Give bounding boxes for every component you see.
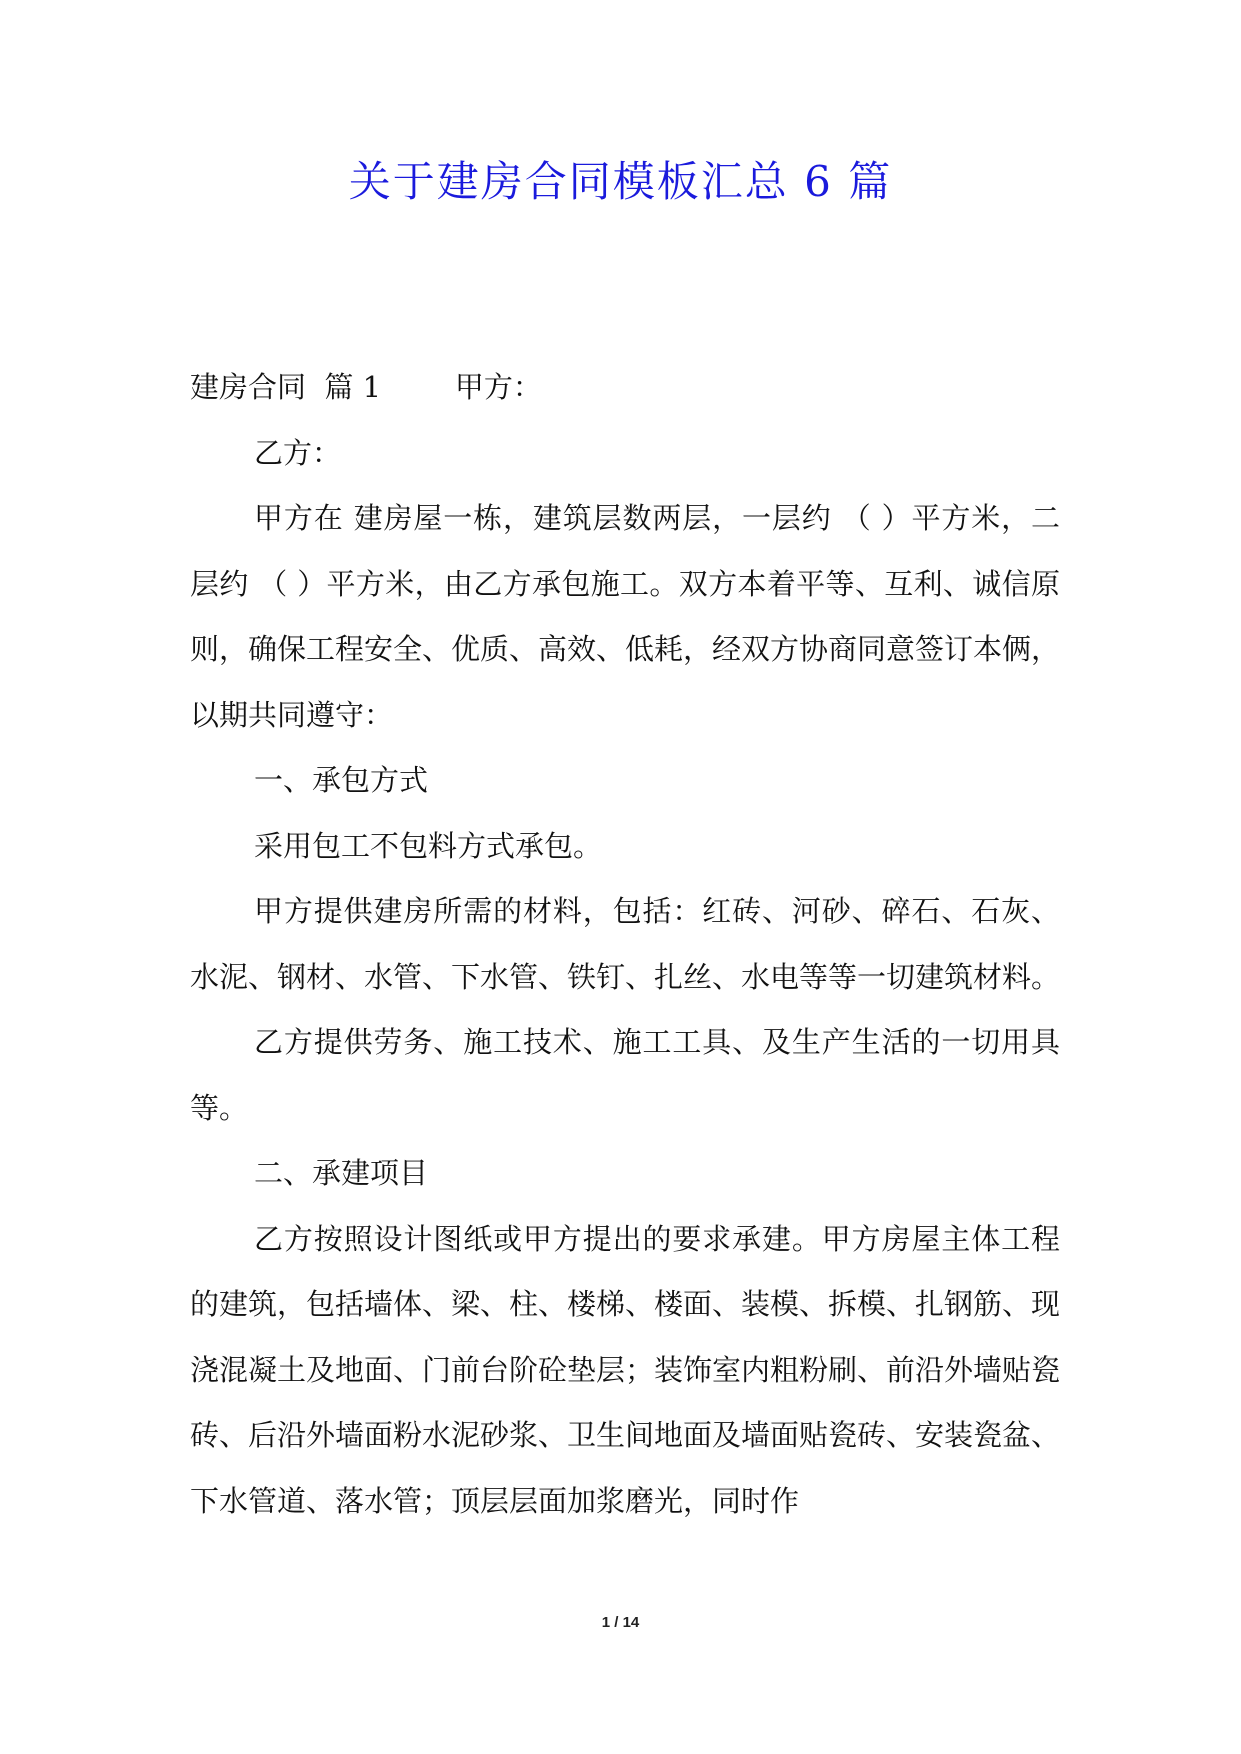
paragraph: 甲方提供建房所需的材料，包括：红砖、河砂、碎石、石灰、水泥、钢材、水管、下水管、铁钉、扎丝、水电等等一切建筑材料。 [190,894,1061,994]
paragraph: 乙方提供劳务、施工技术、施工工具、及生产生活的一切用具等。 [190,1025,1060,1125]
paragraph: 乙方： [254,435,342,470]
page-number: 1 / 14 [601,1614,640,1631]
paragraph: 甲方在 建房屋一栋，建筑层数两层，一层约 （ ）平方米，二层约 （ ）平方米，由乙方承包施工。双方本着平等、互利、诚信原则，确保工程安全、优质、高效、低耗，经双方协商同意签订本俩，以期共同遵守： [190,501,1061,732]
paragraph: 乙方按照设计图纸或甲方提出的要求承建。甲方房屋主体工程的建筑，包括墙体、梁、柱、楼梯、楼面、装模、拆模、扎钢筋、现浇混凝土及地面、门前台阶砼垫层；装饰室内粗粉刷、前沿外墙贴瓷砖、后沿外墙面粉水泥砂浆、卫生间地面及墙面贴瓷砖、安装瓷盆、下水管道、落水管；顶层层面加浆磨光，同时作 [190,1221,1061,1518]
document-title: 关于建房合同模板汇总 6 篇 [348,157,893,206]
section-heading: 一、承包方式 [254,763,429,797]
section-heading: 二、承建项目 [254,1156,429,1190]
contract-heading-line: 建房合同 篇 1 甲方： [190,370,542,404]
paragraph: 采用包工不包料方式承包。 [254,828,603,863]
document-body [190,355,1060,1534]
